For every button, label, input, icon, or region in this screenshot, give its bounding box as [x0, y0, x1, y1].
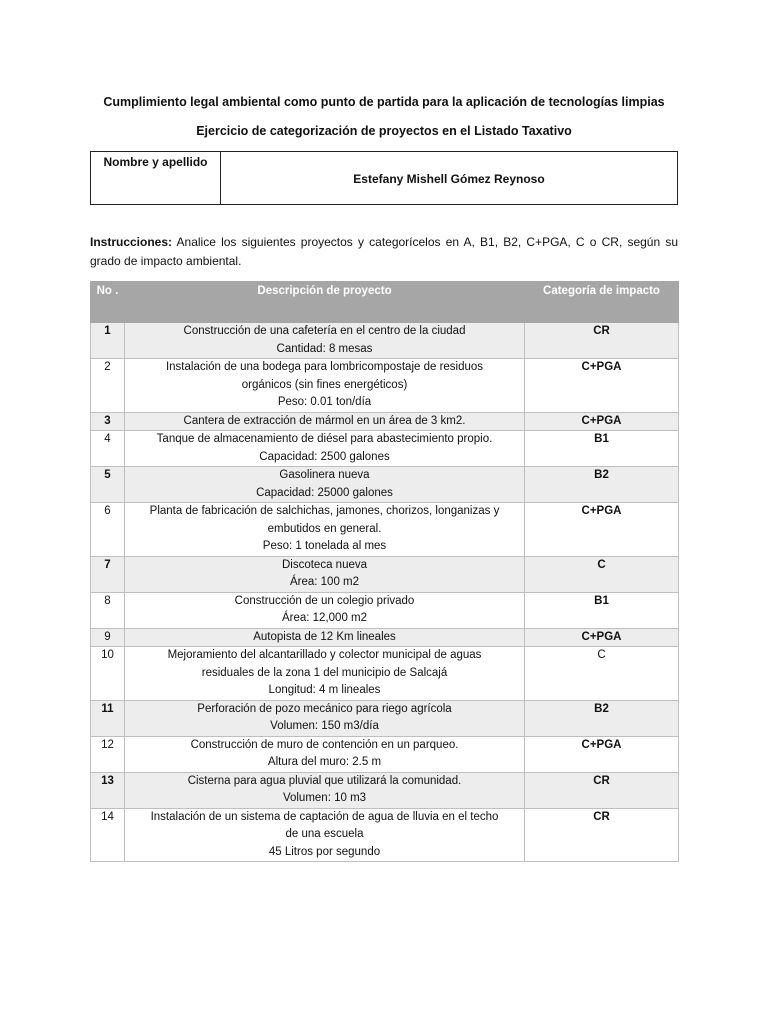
row-category: C+PGA [525, 359, 679, 413]
header-category: Categoría de impacto [525, 282, 679, 323]
name-label: Nombre y apellido [91, 152, 221, 204]
description-line: 45 Litros por segundo [268, 845, 381, 858]
projects-table [90, 281, 679, 862]
row-category: C+PGA [525, 412, 679, 431]
row-description [125, 772, 525, 808]
description-line: Capacidad: 2500 galones [259, 450, 390, 463]
description-line: Gasolinera nueva [279, 469, 370, 481]
document-subtitle: Ejercicio de categorización de proyectos en el Listado Taxativo [196, 124, 572, 138]
description-line: Capacidad: 25000 galones [256, 486, 393, 499]
row-description [125, 323, 525, 359]
table-header-row [91, 282, 679, 323]
table-row [91, 359, 679, 413]
description-line: Peso: 0.01 ton/día [277, 396, 372, 408]
row-number: 5 [91, 467, 125, 503]
table-row [91, 700, 679, 736]
row-description [125, 628, 525, 647]
description-line: Área: 12,000 m2 [281, 612, 368, 624]
table-row [91, 808, 679, 862]
row-category: B2 [525, 700, 679, 736]
row-category: CR [525, 772, 679, 808]
table-row [91, 503, 679, 557]
description-line: Autopista de 12 Km lineales [253, 630, 396, 643]
table-row [91, 323, 679, 359]
row-number: 8 [91, 592, 125, 628]
row-category: C+PGA [525, 736, 679, 772]
table-body [91, 323, 679, 862]
row-number: 1 [91, 323, 125, 359]
description-line: Volumen: 150 m3/día [270, 720, 379, 732]
description-line: orgánicos (sin fines energéticos) [241, 378, 408, 391]
description-line: residuales de la zona 1 del municipio de Salcajá [201, 666, 448, 679]
row-number: 4 [91, 431, 125, 467]
row-number: 6 [91, 503, 125, 557]
table-row [91, 592, 679, 628]
description-line: Peso: 1 tonelada al mes [262, 540, 387, 552]
row-description [125, 431, 525, 467]
row-number: 3 [91, 412, 125, 431]
row-description [125, 592, 525, 628]
row-number: 11 [91, 700, 125, 736]
description-line: Cantidad: 8 mesas [276, 342, 373, 355]
description-line: Altura del muro: 2.5 m [267, 756, 382, 768]
row-number: 13 [91, 772, 125, 808]
row-description [125, 503, 525, 557]
description-line: Volumen: 10 m3 [282, 792, 367, 804]
description-line: Cantera de extracción de mármol en un área de 3 km2. [183, 414, 466, 427]
table-row [91, 556, 679, 592]
description-line: Construcción de muro de contención en un parqueo. [190, 738, 459, 751]
row-description [125, 700, 525, 736]
table-row [91, 628, 679, 647]
description-line: Construcción de un colegio privado [234, 594, 415, 607]
row-number: 9 [91, 628, 125, 647]
description-line: Perforación de pozo mecánico para riego agrícola [197, 702, 452, 715]
name-table [90, 151, 678, 205]
instructions-label: Instrucciones: [90, 235, 173, 249]
row-description [125, 467, 525, 503]
table-row [91, 467, 679, 503]
description-line: Mejoramiento del alcantarillado y colector municipal de aguas [167, 649, 482, 661]
description-line: Construcción de una cafetería en el centro de la ciudad [183, 325, 466, 337]
row-category: B1 [525, 592, 679, 628]
row-category: C [525, 556, 679, 592]
table-row [91, 772, 679, 808]
row-category: C+PGA [525, 628, 679, 647]
description-line: de una escuela [285, 828, 364, 840]
row-category: C [525, 647, 679, 701]
row-description [125, 808, 525, 862]
row-description [125, 556, 525, 592]
row-category: B2 [525, 467, 679, 503]
description-line: Cisterna para agua pluvial que utilizará la comunidad. [187, 774, 462, 787]
row-number: 7 [91, 556, 125, 592]
table-row [91, 647, 679, 701]
instructions [90, 233, 678, 271]
description-line: embutidos en general. [267, 522, 382, 535]
header-no: No . [91, 282, 125, 323]
row-number: 12 [91, 736, 125, 772]
description-line: Área: 100 m2 [289, 576, 360, 588]
row-category: CR [525, 808, 679, 862]
table-row [91, 736, 679, 772]
description-line: Instalación de un sistema de captación de agua de lluvia en el techo [150, 810, 499, 823]
document-title: Cumplimiento legal ambiental como punto de partida para la aplicación de tecnologías limpias [103, 95, 665, 109]
row-number: 14 [91, 808, 125, 862]
row-description [125, 412, 525, 431]
name-value: Estefany Mishell Gómez Reynoso [353, 172, 545, 186]
description-line: Instalación de una bodega para lombricompostaje de residuos [165, 361, 484, 373]
instructions-text: Analice los siguientes proyectos y categorícelos en A, B1, B2, C+PGA, C o CR, según su grado de impacto ambiental. [90, 235, 678, 268]
description-line: Longitud: 4 m lineales [268, 684, 381, 696]
table-row [91, 431, 679, 467]
row-number: 2 [91, 359, 125, 413]
row-description [125, 359, 525, 413]
header-description: Descripción de proyecto [125, 282, 525, 323]
row-description [125, 736, 525, 772]
row-category: CR [525, 323, 679, 359]
description-line: Discoteca nueva [281, 558, 368, 571]
row-category: C+PGA [525, 503, 679, 557]
row-description [125, 647, 525, 701]
row-category: B1 [525, 431, 679, 467]
row-number: 10 [91, 647, 125, 701]
description-line: Tanque de almacenamiento de diésel para abastecimiento propio. [156, 433, 493, 445]
description-line: Planta de fabricación de salchichas, jamones, chorizos, longanizas y [149, 505, 500, 517]
table-row [91, 412, 679, 431]
